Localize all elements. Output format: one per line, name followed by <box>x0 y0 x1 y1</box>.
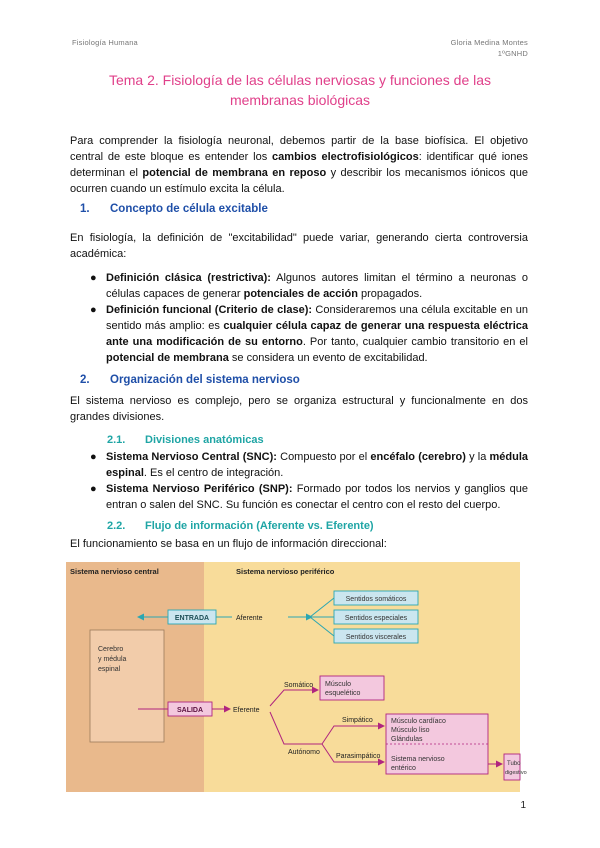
header-right <box>451 38 528 58</box>
salida-label: SALIDA <box>176 707 204 714</box>
somatico-label: Somático <box>284 682 314 689</box>
sentidos-viscerales-label: Sentidos viscerales <box>345 634 407 641</box>
tubo-label-2: digestivo <box>505 770 527 776</box>
section-1-paragraph: En fisiología, la definición de "excitabilidad" puede variar, generando cierta controversia académica: <box>70 232 528 260</box>
subsection-2-1-title: Divisiones anatómicas <box>145 434 264 446</box>
subsection-2-1-number: 2.1. <box>107 434 126 446</box>
intro-text-1: Para comprender la fisiología neuronal, debemos partir de la base biofísica. El objetivo central de este bloque es entender los <box>70 135 528 163</box>
page-title <box>70 70 530 110</box>
section-2-heading <box>80 374 300 386</box>
snp-label: Sistema nervioso periférico <box>236 567 335 576</box>
list-item: ● Sistema Nervioso Periférico (SNP): Formado por todos los nervios y ganglios que entran o salen del SNC. Su función es conectar el centro con el resto del cuerpo. <box>90 483 528 511</box>
intro-bold-2: potencial de membrana en reposo <box>142 167 327 179</box>
snc-label: Sistema nervioso central <box>70 567 159 576</box>
intro-bold-1: cambios electrofisiológicos <box>272 151 419 163</box>
brain-label-1: Cerebro <box>98 646 124 653</box>
subsection-2-2-number: 2.2. <box>107 520 126 532</box>
section-2-paragraph: El sistema nervioso es complejo, pero se organiza estructural y funcionalmente en dos grandes divisiones. <box>70 395 528 423</box>
section-2-number: 2. <box>80 374 90 386</box>
musculo-esq-label-2: esquelético <box>325 690 361 697</box>
subsection-2-2-title: Flujo de información (Aferente vs. Eferente) <box>145 520 374 532</box>
section-2-title: Organización del sistema nervioso <box>110 374 300 386</box>
page-title-line2: membranas biológicas <box>229 92 371 108</box>
intro-paragraph <box>70 133 528 197</box>
subsection-2-2-heading <box>107 520 374 532</box>
section-1-title: Concepto de célula excitable <box>110 203 268 215</box>
brain-label-2: y médula <box>98 656 127 663</box>
section-1-heading <box>80 203 268 215</box>
header-author: Gloria Medina Montes <box>450 38 528 47</box>
parasimpatico-label: Parasimpático <box>336 753 381 760</box>
subsection-2-1-heading <box>107 434 264 446</box>
brain-label-3: espinal <box>98 666 121 673</box>
sentidos-somaticos-label: Sentidos somáticos <box>345 596 407 603</box>
glandulas-label: Glándulas <box>391 736 423 743</box>
list-item: ● Definición funcional (Criterio de clase): Consideraremos una célula excitable en un sentido más amplio: es cualquier célula capaz de generar una respuesta eléctrica ante una modificación de su entorno. Por tanto, cualquier cambio transitorio en el potencial de membrana se considera un evento de excitabilidad. <box>90 304 528 364</box>
tubo-digestivo-box <box>504 754 520 780</box>
musculo-cardiaco-label: Músculo cardíaco <box>391 718 446 725</box>
list-item: ● Definición clásica (restrictiva): Algunos autores limitan el término a neuronas o células capaces de generar potenciales de acción propagados. <box>90 272 528 300</box>
page-title-line1: Tema 2. Fisiología de las células nerviosas y funciones de las <box>108 72 492 88</box>
sn-enterico-label-1: Sistema nervioso <box>391 756 445 763</box>
entrada-label: ENTRADA <box>174 615 210 622</box>
list-item: ● Sistema Nervioso Central (SNC): Compuesto por el encéfalo (cerebro) y la médula espinal. Es el centro de integración. <box>90 451 529 479</box>
intro-text-3: y describir los mecanismos iónicos que ocurren cuando un estímulo excita la célula. <box>70 167 528 195</box>
autonomo-label: Autónomo <box>288 749 320 756</box>
subsection-2-2-paragraph: El funcionamiento se basa en un flujo de información direccional: <box>70 538 387 550</box>
tubo-label-1: Tubo <box>507 761 521 767</box>
sentidos-especiales-label: Sentidos especiales <box>344 615 408 622</box>
aferente-label: Aferente <box>236 615 263 622</box>
intro-text-2: : identificar qué iones determinan el <box>70 151 528 179</box>
nervous-system-diagram <box>66 562 527 792</box>
page-number: 1 <box>520 800 526 811</box>
simpatico-label: Simpático <box>342 717 373 724</box>
subsection-2-1-bullets <box>88 449 528 513</box>
musculo-esq-label-1: Músculo <box>325 681 352 688</box>
header-course: 1ºGNHD <box>497 49 528 58</box>
header-left: Fisiología Humana <box>72 38 138 47</box>
sn-enterico-label-2: entérico <box>391 765 416 772</box>
section-1-bullets <box>88 270 528 366</box>
section-1-number: 1. <box>80 203 90 215</box>
musculo-liso-label: Músculo liso <box>391 727 430 734</box>
eferente-label: Eferente <box>233 707 260 714</box>
